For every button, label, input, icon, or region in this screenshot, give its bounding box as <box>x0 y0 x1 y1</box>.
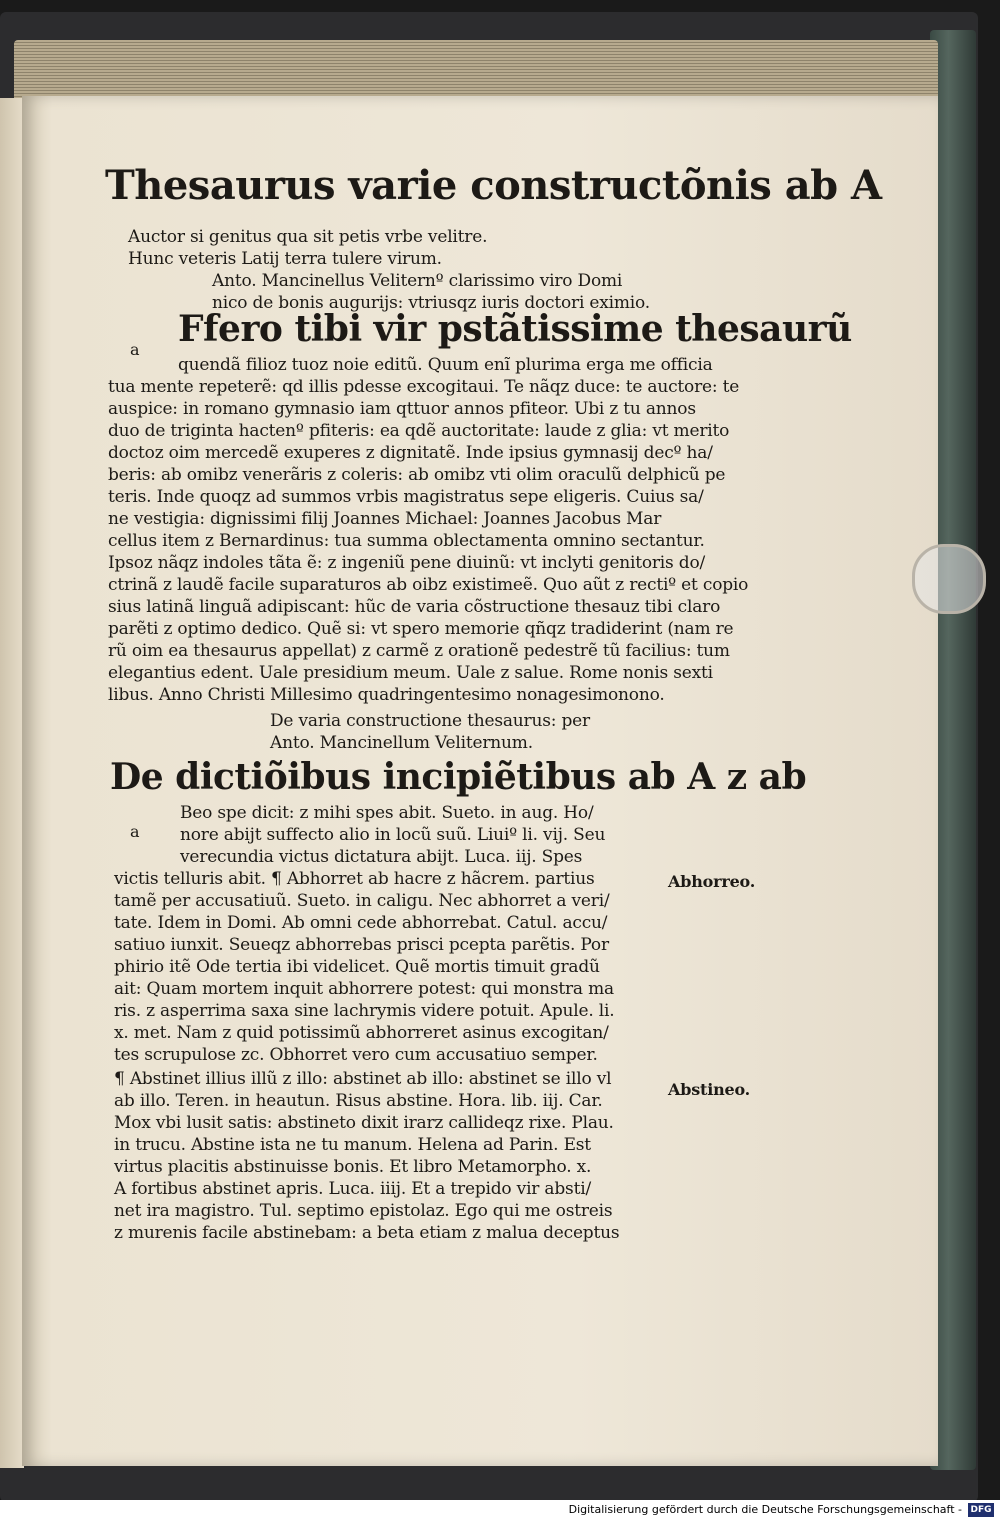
dfg-logo: DFG <box>968 1503 994 1517</box>
body-line: doctoz oim mercedẽ exuperes z dignitatẽ. Inde ipsius gymnasij decº ha/ <box>108 443 713 463</box>
page-title: Thesaurus varie constructõnis ab A <box>105 162 882 209</box>
section-line: z murenis facile abstinebam: a beta etiam z malua deceptus <box>114 1223 620 1243</box>
section-line: A fortibus abstinet apris. Luca. iiij. Et a trepido vir absti/ <box>114 1179 591 1199</box>
body-line: ne vestigia: dignissimi filij Joannes Michael: Joannes Jacobus Mar <box>108 509 662 529</box>
page-stack-edge <box>14 40 938 102</box>
body-line: ctrinã z laudẽ facile suparaturos ab oibz existimeẽ. Quo aũt z rectiº et copio <box>108 575 749 595</box>
section-line: verecundia victus dictatura abijt. Luca. iij. Spes <box>180 847 583 867</box>
section-line: phirio itẽ Ode tertia ibi videlicet. Quẽ mortis timuit gradũ <box>114 957 600 977</box>
section-heading: De dictiõibus incipiẽtibus ab A z ab <box>110 756 807 798</box>
section-line: net ira magistro. Tul. septimo epistolaz. Ego qui me ostreis <box>114 1201 613 1221</box>
section-line: tate. Idem in Domi. Ab omni cede abhorrebat. Catul. accu/ <box>114 913 608 933</box>
sidenote: Abhorreo. <box>668 872 756 891</box>
body-line: sius latinã linguã adipiscant: hũc de varia cõstructione thesauz tibi claro <box>108 597 721 617</box>
section-line: Mox vbi lusit satis: abstineto dixit irarz callideqz rixe. Plau. <box>114 1113 614 1133</box>
section-line: ris. z asperrima saxa sine lachrymis videre potuit. Apule. li. <box>114 1001 615 1021</box>
section-line: virtus placitis abstinuisse bonis. Et libro Metamorpho. x. <box>114 1157 592 1177</box>
section-line: nore abijt suffecto alio in locũ suũ. Liuiº li. vij. Seu <box>180 825 606 845</box>
footer-credit: Digitalisierung gefördert durch die Deutsche Forschungsgemeinschaft - <box>568 1503 962 1516</box>
dedication-line: Anto. Mancinellus Veliternº clarissimo viro Domi <box>212 271 623 291</box>
section-line: Beo spe dicit: z mihi spes abit. Sueto. in aug. Ho/ <box>180 803 594 823</box>
margin-letter: a <box>130 822 140 841</box>
body-line: tua mente repeterẽ: qd illis pdesse excogitaui. Te nãqz duce: te auctore: te <box>108 377 740 397</box>
section-line: ab illo. Teren. in heautun. Risus abstine. Hora. lib. iij. Car. <box>114 1091 603 1111</box>
section-line: tes scrupulose zc. Obhorret vero cum accusatiuo semper. <box>114 1045 598 1065</box>
body-line: elegantius edent. Uale presidium meum. Uale z salue. Rome nonis sexti <box>108 663 713 683</box>
intro-line: Auctor si genitus qua sit petis vrbe velitre. <box>128 227 488 247</box>
section-line: in trucu. Abstine ista ne tu manum. Helena ad Parin. Est <box>114 1135 591 1155</box>
bookmark-ribbon <box>912 544 986 614</box>
intro-line: Hunc veteris Latij terra tulere virum. <box>128 249 442 269</box>
section-line: ait: Quam mortem inquit abhorrere potest: qui monstra ma <box>114 979 614 999</box>
initial-line: Ffero tibi vir pstãtissime thesaurũ <box>178 308 852 350</box>
margin-letter: a <box>130 340 140 359</box>
body-line: cellus item z Bernardinus: tua summa oblectamenta omnino sectantur. <box>108 531 705 551</box>
body-line: rũ oim ea thesaurus appellat) z carmẽ z orationẽ pedestrẽ tũ facilius: tum <box>108 641 730 661</box>
section-line: satiuo iunxit. Seueqz abhorrebas prisci pcepta parẽtis. Por <box>114 935 609 955</box>
section-line: x. met. Nam z quid potissimũ abhorreret asinus excogitan/ <box>114 1023 609 1043</box>
section-line: ¶ Abstinet illius illũ z illo: abstinet ab illo: abstinet se illo vl <box>114 1069 612 1089</box>
closing-line: De varia constructione thesaurus: per <box>270 711 590 731</box>
body-line: quendã filioz tuoz noie editũ. Quum enĩ plurima erga me officia <box>178 355 713 375</box>
section-line: tamẽ per accusatiuũ. Sueto. in caligu. Nec abhorret a veri/ <box>114 891 610 911</box>
body-line: beris: ab omibz venerãris z coleris: ab omibz vti olim oraculũ delphicũ pe <box>108 465 726 485</box>
body-line: auspice: in romano gymnasio iam qttuor annos pfiteor. Ubi z tu annos <box>108 399 696 419</box>
footer-bar <box>0 1500 1000 1521</box>
left-page-edge <box>0 98 24 1468</box>
body-line: parẽti z optimo dedico. Quẽ si: vt spero memorie qñqz tradiderint (nam re <box>108 619 734 639</box>
body-line: libus. Anno Christi Millesimo quadringentesimo nonagesimonono. <box>108 685 665 705</box>
body-line: Ipsoz nãqz indoles tãta ẽ: z ingeniũ pene diuinũ: vt inclyti genitoris do/ <box>108 553 706 573</box>
body-line: duo de triginta hactenº pfiteris: ea qdẽ auctoritate: laude z glia: vt merito <box>108 421 730 441</box>
dedication-line: nico de bonis augurijs: vtriusqz iuris doctori eximio. <box>212 293 650 313</box>
body-line: teris. Inde quoqz ad summos vrbis magistratus sepe eligeris. Cuius sa/ <box>108 487 704 507</box>
closing-line: Anto. Mancinellum Veliternum. <box>270 733 533 753</box>
sidenote: Abstineo. <box>668 1080 751 1099</box>
section-line: victis telluris abit. ¶ Abhorret ab hacre z hãcrem. partius <box>114 869 595 889</box>
